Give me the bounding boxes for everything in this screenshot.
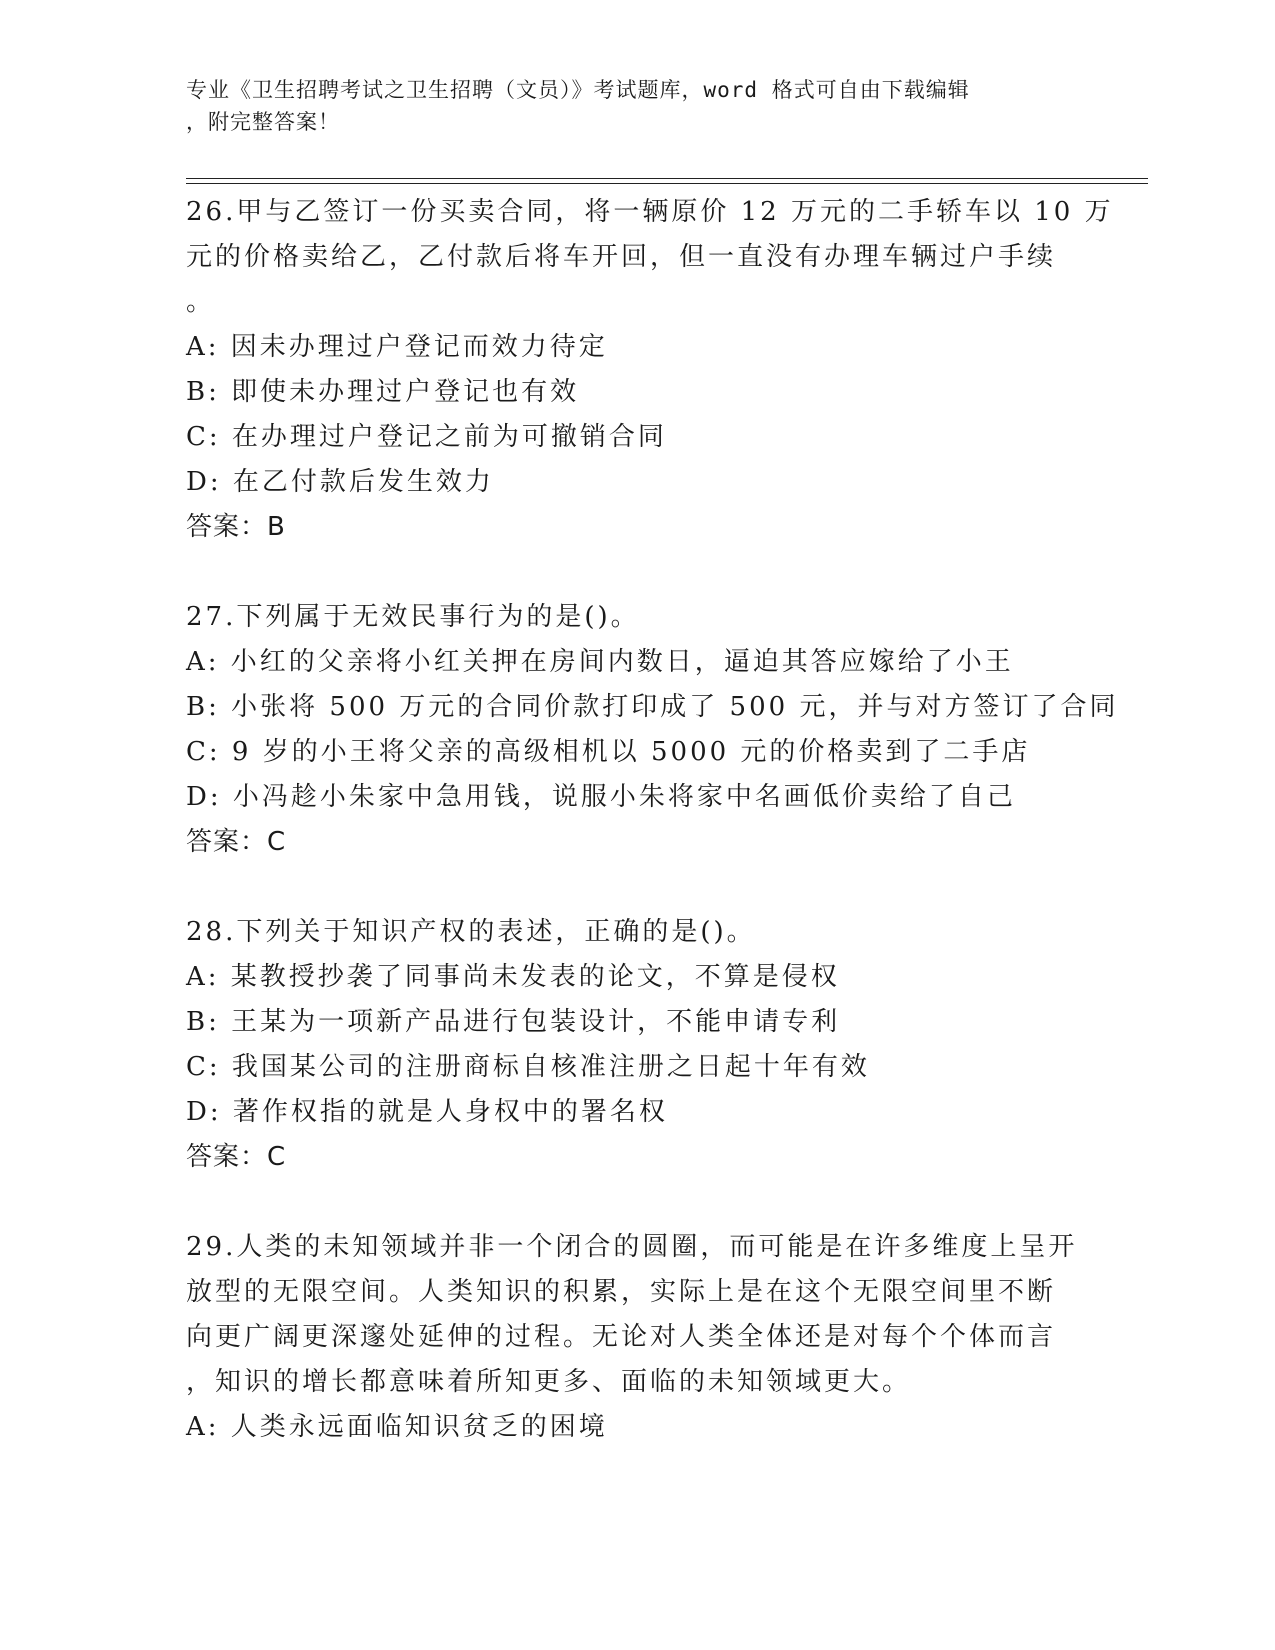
question-28 <box>186 910 1086 1180</box>
header-line-1: 专业《卫生招聘考试之卫生招聘（文员）》考试题库，word 格式可自由下载编辑 <box>186 78 970 102</box>
answer: 答案：B <box>186 512 286 542</box>
question-stem-line: 27.下列属于无效民事行为的是()。 <box>186 602 640 632</box>
option-d: D: 小冯趁小朱家中急用钱，说服小朱将家中名画低价卖给了自己 <box>186 782 1016 812</box>
question-stem-line: ，知识的增长都意味着所知更多、面临的未知领域更大。 <box>186 1367 912 1397</box>
header-divider-top <box>186 178 1148 179</box>
answer: 答案：C <box>186 1142 287 1172</box>
question-stem-line: 29.人类的未知领域并非一个闭合的圆圈，而可能是在许多维度上呈开 <box>186 1232 1078 1262</box>
question-stem-line: 28.下列关于知识产权的表述，正确的是()。 <box>186 917 756 947</box>
option-a: A: 小红的父亲将小红关押在房间内数日，逼迫其答应嫁给了小王 <box>186 647 1014 677</box>
option-c: C: 在办理过户登记之前为可撤销合同 <box>186 422 667 452</box>
question-stem-line: 元的价格卖给乙，乙付款后将车开回，但一直没有办理车辆过户手续 <box>186 242 1057 272</box>
option-a: A: 人类永远面临知识贫乏的困境 <box>186 1412 608 1442</box>
question-stem-line: 26.甲与乙签订一份买卖合同，将一辆原价 12 万元的二手轿车以 10 万 <box>186 197 1114 227</box>
option-a: A: 某教授抄袭了同事尚未发表的论文，不算是侵权 <box>186 962 840 992</box>
option-d: D: 著作权指的就是人身权中的署名权 <box>186 1097 668 1127</box>
header-divider-bottom <box>186 183 1148 184</box>
option-b: B: 王某为一项新产品进行包装设计，不能申请专利 <box>186 1007 841 1037</box>
answer: 答案：C <box>186 827 287 857</box>
question-26 <box>186 190 1114 550</box>
question-29 <box>186 1225 1086 1450</box>
question-stem-line: 向更广阔更深邃处延伸的过程。无论对人类全体还是对每个个体而言 <box>186 1322 1057 1352</box>
option-c: C: 9 岁的小王将父亲的高级相机以 5000 元的价格卖到了二手店 <box>186 737 1031 767</box>
option-d: D: 在乙付款后发生效力 <box>186 467 494 497</box>
document-header <box>186 74 1066 138</box>
option-c: C: 我国某公司的注册商标自核准注册之日起十年有效 <box>186 1052 870 1082</box>
option-b: B: 即使未办理过户登记也有效 <box>186 377 580 407</box>
header-line-2: ，附完整答案！ <box>186 110 340 134</box>
option-b: B: 小张将 500 万元的合同价款打印成了 500 元，并与对方签订了合同 <box>186 692 1119 722</box>
option-a: A: 因未办理过户登记而效力待定 <box>186 332 608 362</box>
question-27 <box>186 595 1119 865</box>
question-stem-line: 。 <box>186 287 216 317</box>
question-stem-line: 放型的无限空间。人类知识的积累，实际上是在这个无限空间里不断 <box>186 1277 1057 1307</box>
